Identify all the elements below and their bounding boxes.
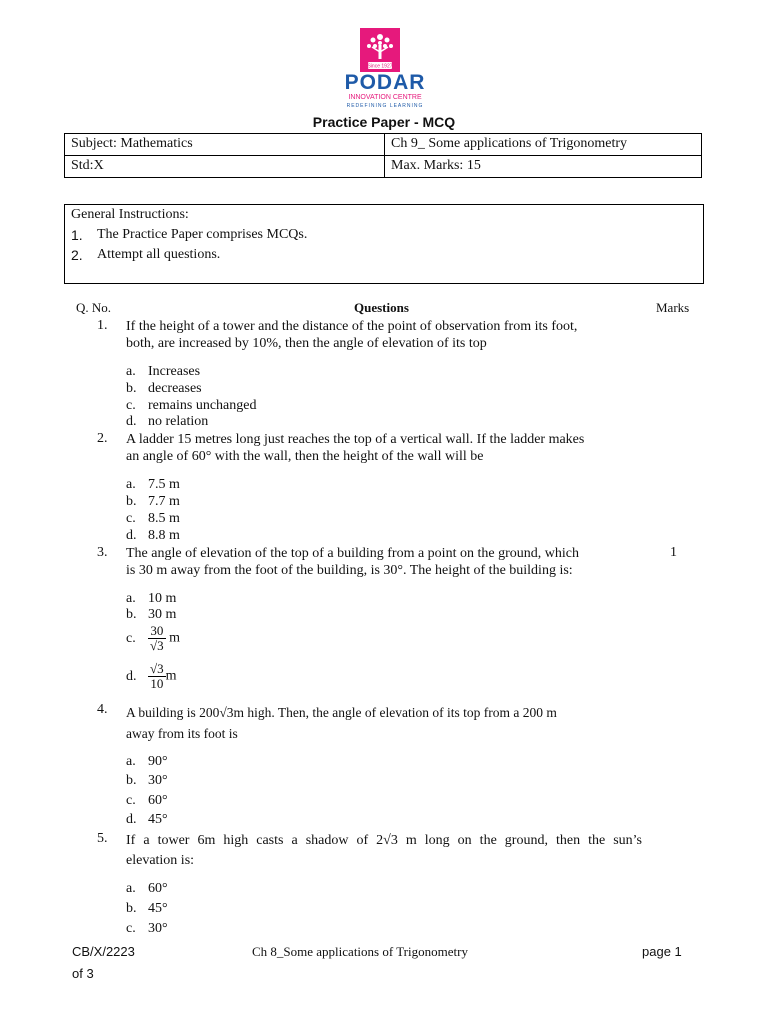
footer-page: page 1 xyxy=(642,944,682,959)
questions-header: Questions xyxy=(354,300,409,315)
option: d. no relation xyxy=(126,414,209,429)
question-marks: 1 xyxy=(670,545,677,560)
instruction-item: 2. Attempt all questions. xyxy=(71,247,221,263)
option-fraction: d. $\frac{√3}{10}$ m xyxy=(126,661,177,691)
option: a. 90° xyxy=(126,754,168,769)
question-number: 3. xyxy=(97,545,108,560)
option: c. remains unchanged xyxy=(126,398,257,413)
option: b. 30° xyxy=(126,773,168,788)
question-number: 5. xyxy=(97,831,108,846)
question-number: 1. xyxy=(97,318,108,333)
option: b. 7.7 m xyxy=(126,494,180,509)
option: a. Increases xyxy=(126,364,201,379)
marks-header: Marks xyxy=(656,300,690,315)
general-instructions xyxy=(64,204,704,284)
option: b. 45° xyxy=(126,901,168,916)
question-text: The angle of elevation of the top of a building from a point on the ground, which is 30 m away from the foot of the building, is 30°. The height of the building is: xyxy=(126,546,579,578)
footer-chapter: Ch 8_Some applications of Trigonometry xyxy=(252,944,468,959)
since-label: Since 1927 xyxy=(367,63,393,70)
instruction-item: 1. The Practice Paper comprises MCQs. xyxy=(71,227,308,243)
question-number: 4. xyxy=(97,702,108,717)
question-text: A building is 200√3m high. Then, the angle of elevation of its top from a 200 m away from its foot is xyxy=(126,705,557,741)
option: c. 8.5 m xyxy=(126,511,180,526)
option: b. decreases xyxy=(126,381,202,396)
option: d. 45° xyxy=(126,812,168,827)
logo-subtitle: INNOVATION CENTRE xyxy=(348,94,422,101)
option: c. 30° xyxy=(126,921,168,936)
instructions-heading: General Instructions: xyxy=(71,207,189,222)
option: d. 8.8 m xyxy=(126,528,180,543)
max-marks-cell: Max. Marks: 15 xyxy=(385,156,702,178)
qno-header: Q. No. xyxy=(76,300,112,315)
footer-code: CB/X/2223 xyxy=(72,944,135,959)
option: a. 10 m xyxy=(126,591,177,606)
footer-page-of: of 3 xyxy=(72,966,94,981)
chapter-cell: Ch 9_ Some applications of Trigonometry xyxy=(385,134,702,156)
std-cell: Std:X xyxy=(65,156,385,178)
tree-icon xyxy=(360,28,400,72)
subject-cell: Subject: Mathematics xyxy=(65,134,385,156)
option-fraction: c. $\frac{30}{√3}$ m xyxy=(126,623,181,653)
info-table xyxy=(64,133,702,178)
question-number: 2. xyxy=(97,431,108,446)
question-text: A ladder 15 metres long just reaches the top of a vertical wall. If the ladder makes an angle of 60° with the wall, then the height of the wall will be xyxy=(126,432,585,464)
option: b. 30 m xyxy=(126,607,177,622)
option: a. 7.5 m xyxy=(126,477,180,492)
option: c. 60° xyxy=(126,793,168,808)
logo-tagline: REDEFINING LEARNING xyxy=(346,103,424,109)
question-text: If a tower 6m high casts a shadow of 2√3 m long on the ground, then the sun’s elevation is: xyxy=(126,833,642,868)
question-text: If the height of a tower and the distance of the point of observation from its foot, both, are increased by 10%, then the angle of elevation of its top xyxy=(126,319,578,351)
page-title: Practice Paper - MCQ xyxy=(312,114,456,130)
podar-logo xyxy=(330,28,440,112)
logo-brand: PODAR xyxy=(344,71,426,94)
option: a. 60° xyxy=(126,881,168,896)
